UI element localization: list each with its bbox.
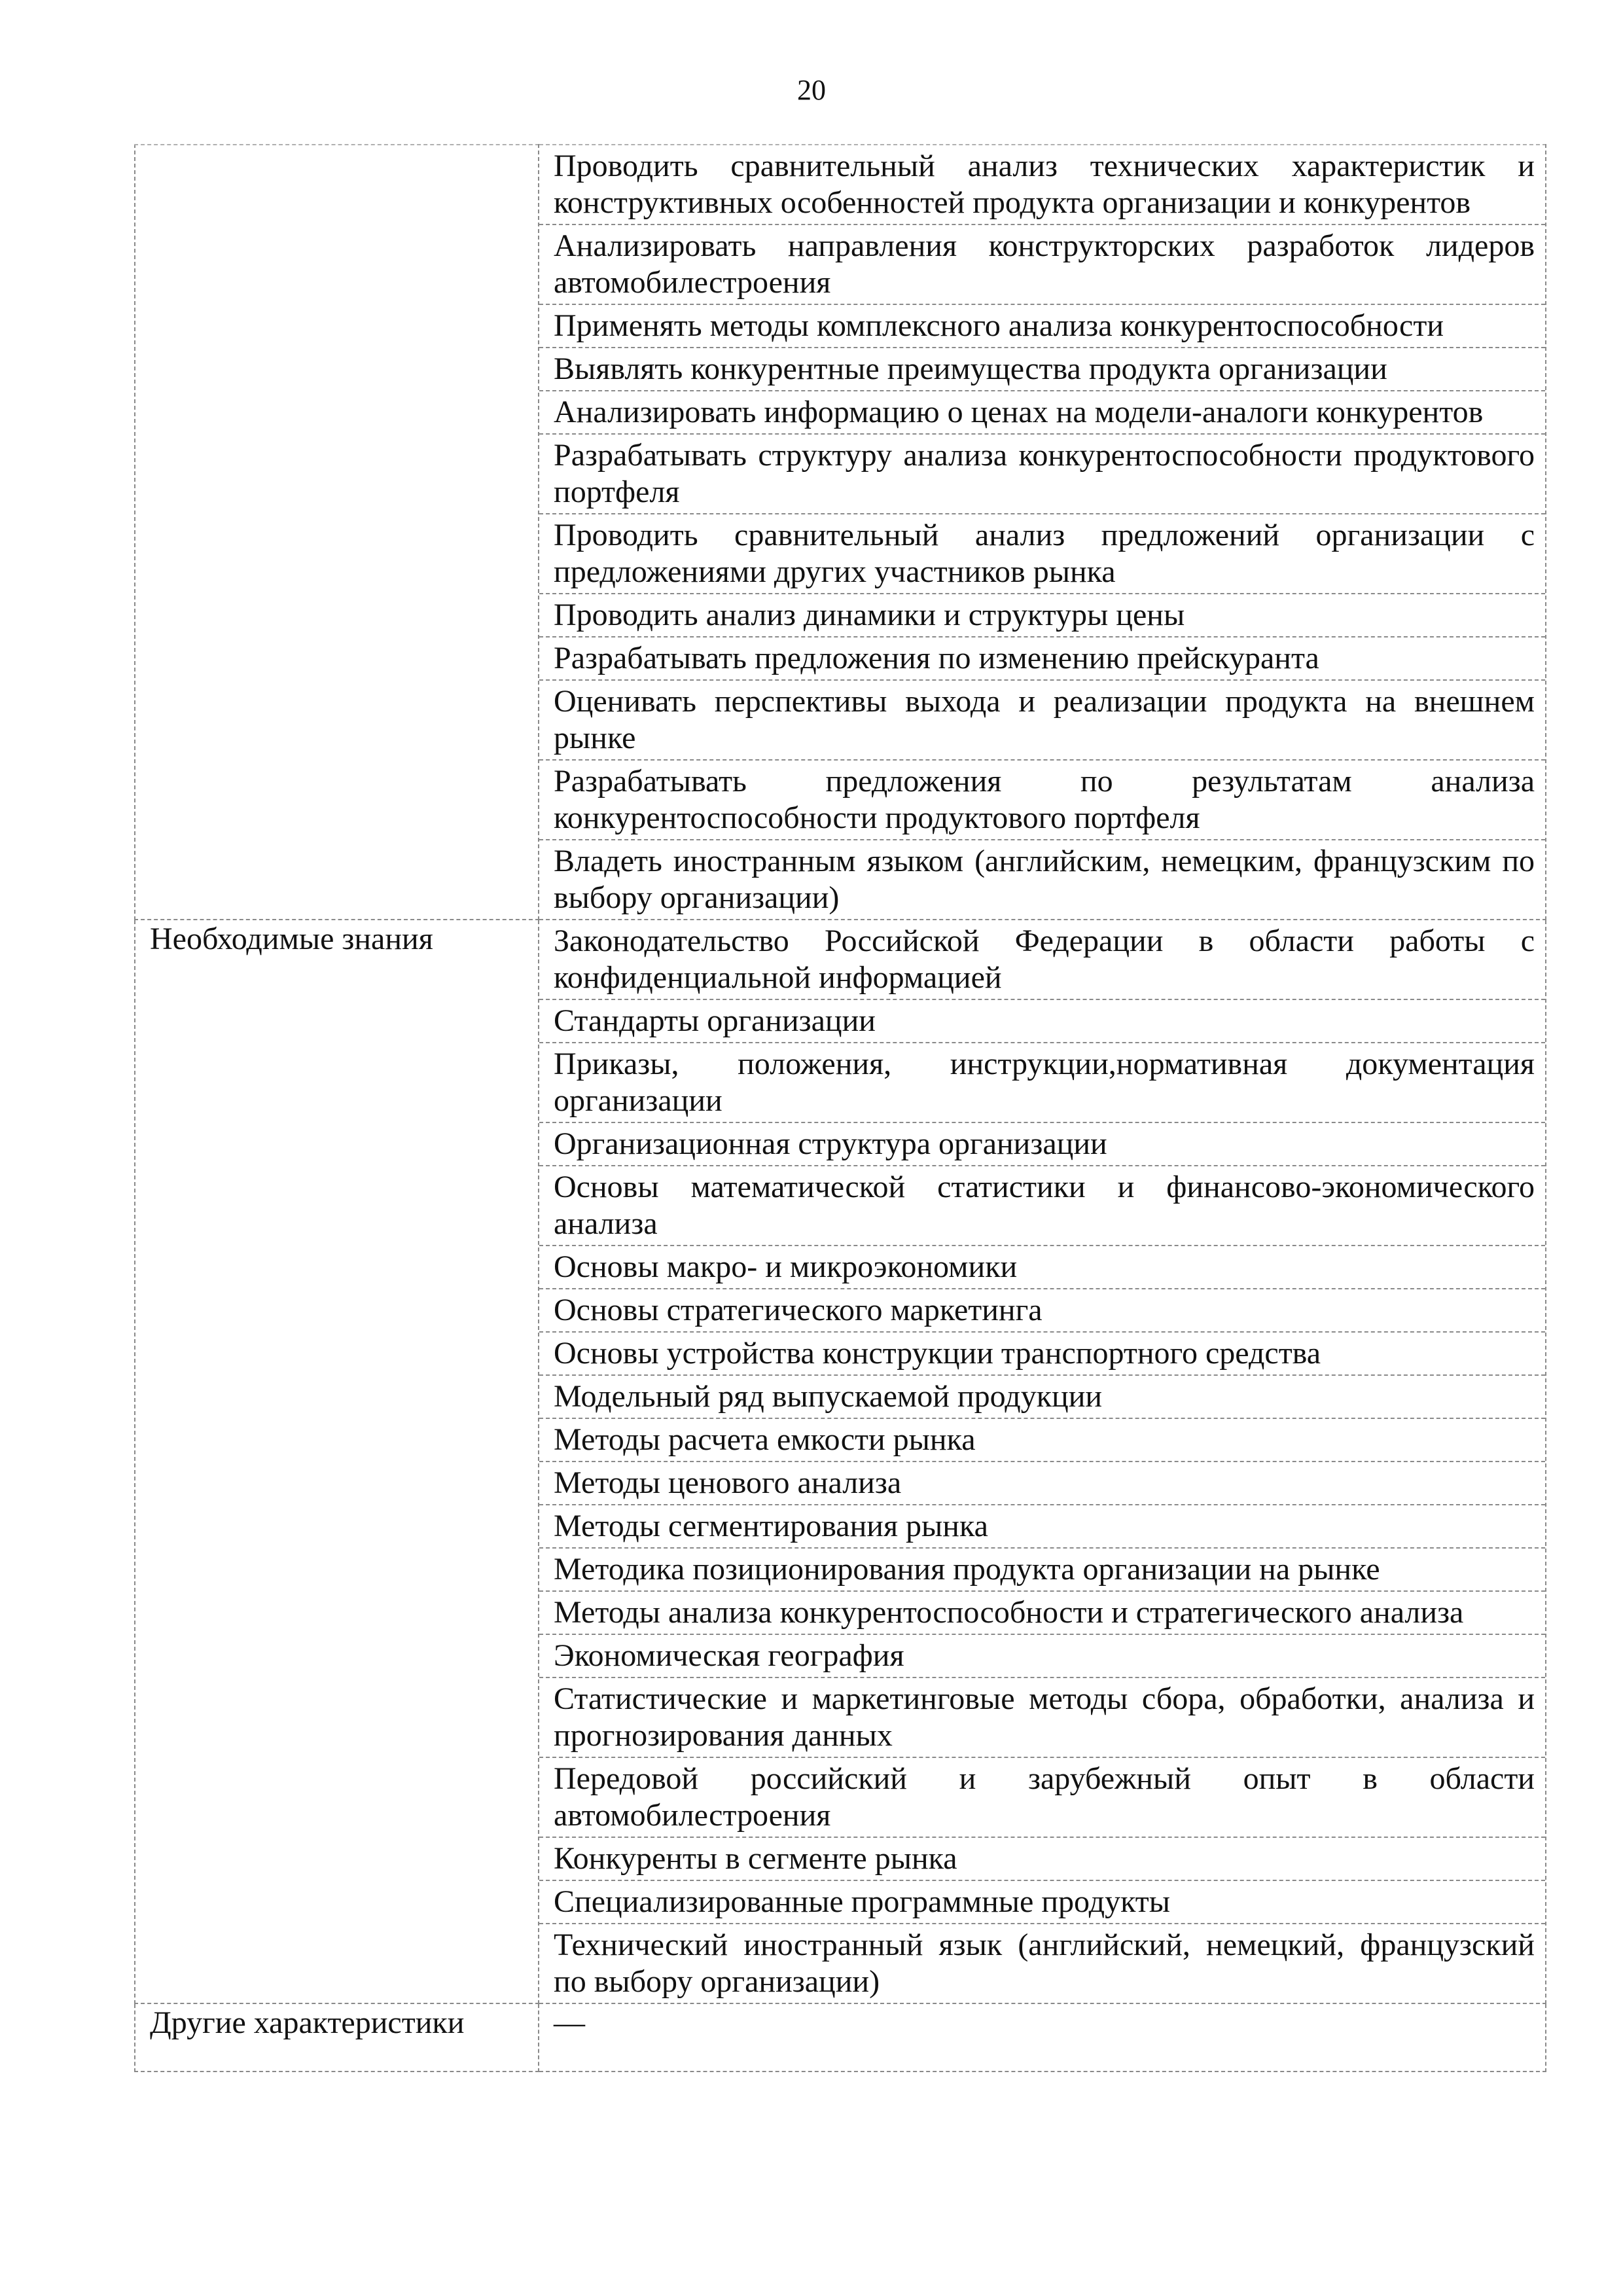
skills-label-cell bbox=[135, 145, 539, 920]
other-label: Другие характеристики bbox=[135, 2003, 539, 2072]
knowledge-item: Основы устройства конструкции транспортного средства bbox=[539, 1333, 1545, 1376]
skill-item: Разрабатывать предложения по результатам анализа конкурентоспособности продуктового портфеля bbox=[539, 761, 1545, 840]
skill-item: Проводить сравнительный анализ предложений организации с предложениями других участников рынка bbox=[539, 514, 1545, 594]
other-row bbox=[135, 2003, 1546, 2072]
skill-item: Проводить сравнительный анализ технических характеристик и конструктивных особенностей продукта организации и конкурентов bbox=[539, 145, 1545, 225]
knowledge-item: Организационная структура организации bbox=[539, 1123, 1545, 1166]
knowledge-item: Стандарты организации bbox=[539, 1000, 1545, 1043]
knowledge-item: Методы сегментирования рынка bbox=[539, 1505, 1545, 1549]
skill-item: Выявлять конкурентные преимущества продукта организации bbox=[539, 348, 1545, 391]
knowledge-item: Основы стратегического маркетинга bbox=[539, 1289, 1545, 1333]
skill-item: Оценивать перспективы выхода и реализации продукта на внешнем рынке bbox=[539, 681, 1545, 761]
knowledge-item: Модельный ряд выпускаемой продукции bbox=[539, 1376, 1545, 1419]
other-value: — bbox=[539, 2003, 1546, 2072]
skills-list bbox=[539, 145, 1546, 920]
skill-item: Применять методы комплексного анализа конкурентоспособности bbox=[539, 305, 1545, 348]
knowledge-row bbox=[135, 920, 1546, 2003]
skill-item: Владеть иностранным языком (английским, немецким, французским по выбору организации) bbox=[554, 844, 1535, 915]
skill-item: Разрабатывать предложения по изменению прейскуранта bbox=[539, 637, 1545, 681]
knowledge-item: Методика позиционирования продукта организации на рынке bbox=[539, 1549, 1545, 1592]
competency-table bbox=[134, 144, 1546, 2072]
skill-item: Анализировать направления конструкторских разработок лидеров автомобилестроения bbox=[539, 225, 1545, 305]
knowledge-item: Основы математической статистики и финансово-экономического анализа bbox=[539, 1166, 1545, 1246]
knowledge-item: Методы расчета емкости рынка bbox=[539, 1419, 1545, 1462]
knowledge-label: Необходимые знания bbox=[135, 920, 539, 2003]
knowledge-item: Конкуренты в сегменте рынка bbox=[539, 1838, 1545, 1881]
knowledge-item: Специализированные программные продукты bbox=[539, 1881, 1545, 1924]
knowledge-item: Экономическая география bbox=[539, 1635, 1545, 1678]
knowledge-item: Методы анализа конкурентоспособности и стратегического анализа bbox=[539, 1592, 1545, 1635]
knowledge-item: Законодательство Российской Федерации в области работы с конфиденциальной информацией bbox=[539, 920, 1545, 1000]
knowledge-item: Статистические и маркетинговые методы сбора, обработки, анализа и прогнозирования данных bbox=[539, 1678, 1545, 1758]
knowledge-item: Методы ценового анализа bbox=[539, 1462, 1545, 1505]
knowledge-item: Технический иностранный язык (английский, немецкий, французский по выбору организации) bbox=[554, 1928, 1535, 1999]
knowledge-item: Приказы, положения, инструкции,нормативная документация организации bbox=[539, 1043, 1545, 1123]
knowledge-item: Основы макро- и микроэкономики bbox=[539, 1246, 1545, 1289]
skill-item: Разрабатывать структуру анализа конкурентоспособности продуктового портфеля bbox=[539, 435, 1545, 514]
page-number: 20 bbox=[797, 74, 826, 106]
knowledge-item: Передовой российский и зарубежный опыт в области автомобилестроения bbox=[539, 1758, 1545, 1838]
knowledge-list bbox=[539, 920, 1546, 2003]
skills-row bbox=[135, 145, 1546, 920]
skill-item: Анализировать информацию о ценах на модели-аналоги конкурентов bbox=[539, 391, 1545, 435]
skill-item: Проводить анализ динамики и структуры цены bbox=[539, 594, 1545, 637]
